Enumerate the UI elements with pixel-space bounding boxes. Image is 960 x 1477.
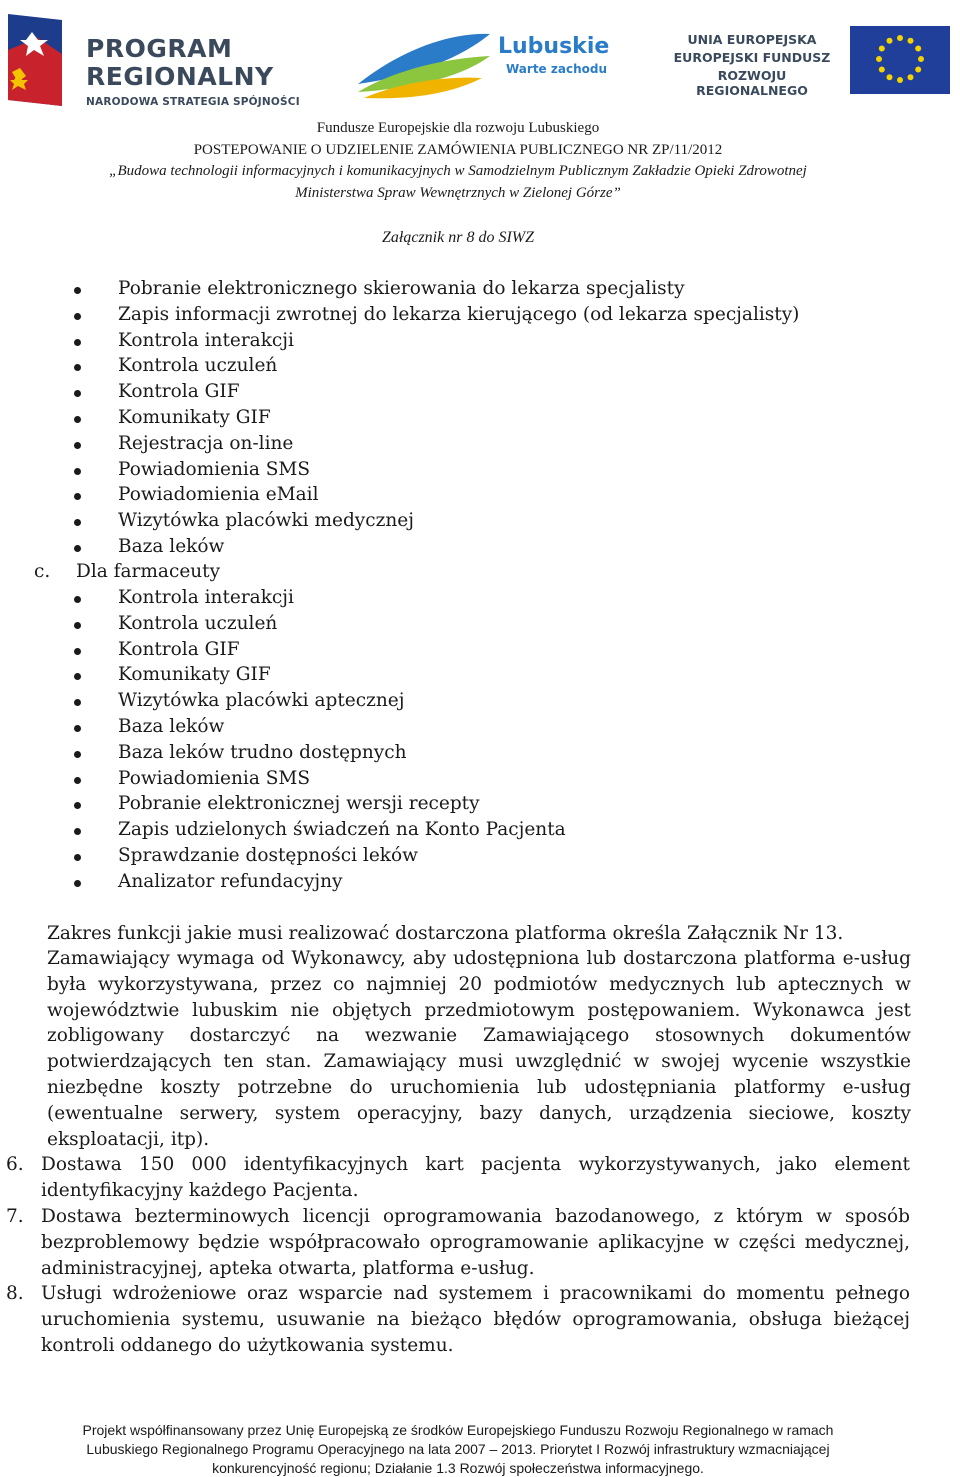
list-item-label: Kontrola GIF	[118, 381, 240, 403]
bullet-icon	[74, 416, 81, 423]
logo-bar	[0, 0, 960, 112]
item-number: 7.	[6, 1206, 24, 1227]
list-item-label: Zapis informacji zwrotnej do lekarza kierującego (od lekarza specjalisty)	[118, 303, 800, 325]
list-item	[0, 662, 900, 688]
lubuskie-line1: Lubuskie	[498, 34, 610, 59]
eu-line2: EUROPEJSKI FUNDUSZ	[673, 50, 831, 65]
bullet-icon	[74, 287, 81, 294]
pharmacist-function-list	[0, 585, 900, 895]
list-item	[0, 843, 900, 869]
list-item	[0, 791, 900, 817]
list-item	[0, 714, 900, 740]
bullet-icon	[74, 622, 81, 629]
bullet-icon	[74, 777, 81, 784]
bullet-icon	[74, 493, 81, 500]
bullet-icon	[74, 880, 81, 887]
list-item-label: Kontrola GIF	[118, 638, 240, 660]
item-text: Dostawa 150 000 identyfikacyjnych kart pacjenta wykorzystywanych, jako element identyfikacyjny każdego Pacjenta.	[41, 1154, 910, 1201]
bullet-icon	[74, 339, 81, 346]
list-item	[0, 457, 900, 483]
bullet-icon	[74, 468, 81, 475]
eu-line1: UNIA EUROPEJSKA	[687, 32, 817, 47]
list-item	[0, 869, 900, 895]
list-item-label: Kontrola interakcji	[118, 329, 294, 351]
list-item-label: Komunikaty GIF	[118, 406, 271, 428]
list-item-label: Baza leków trudno dostępnych	[118, 741, 407, 763]
lubuskie-line2: Warte zachodu	[506, 62, 607, 76]
list-item-label: Powiadomienia SMS	[118, 767, 311, 789]
eu-line3: ROZWOJU REGIONALNEGO	[696, 68, 808, 98]
footer-line-3: konkurencyjność regionu; Działanie 1.3 Rozwój społeczeństwa informacyjnego.	[212, 1460, 704, 1476]
list-item-label: Analizator refundacyjny	[118, 870, 343, 892]
list-item	[0, 611, 900, 637]
eu-flag-icon	[850, 26, 950, 94]
header-postepowanie: POSTEPOWANIE O UDZIELENIE ZAMÓWIENIA PUBLICZNEGO NR ZP/11/2012	[193, 142, 723, 158]
bullet-icon	[74, 648, 81, 655]
footer-line-1: Projekt współfinansowany przez Unię Europejską ze środków Europejskiego Funduszu Rozwoju Regionalnego w ramach	[82, 1422, 834, 1438]
eu-logo	[664, 26, 954, 96]
list-item	[0, 766, 900, 792]
list-item	[0, 276, 900, 302]
list-item	[0, 508, 900, 534]
list-item-label: Powiadomienia eMail	[118, 484, 319, 506]
scope-paragraph: Zakres funkcji jakie musi realizować dostarczona platforma określa Załącznik Nr 13.	[47, 923, 844, 944]
list-item	[0, 637, 900, 663]
list-item-label: Kontrola uczuleń	[118, 612, 278, 634]
list-item-label: Baza leków	[118, 535, 225, 557]
requirements-paragraph: Zamawiający wymaga od Wykonawcy, aby udostępniona lub dostarczona platforma e-usług była wykorzystywana, przez co najmniej 20 podmiotów medycznych lub aptecznych w województwie lubuskim nie objętych przedmiotowym postępowaniem. Wykonawca jest zobligowany dostarczyć na wezwanie Zamawiającego stosownych dokumentów potwierdzających ten stan. Zamawiający musi uwzględnić w swojej wycenie wszystkie niezbędne koszty potrzebne do uruchomienia lub udostępniania platformy e-usług (ewentualne serwery, system operacyjny, bazy danych, urządzenia sieciowe, koszty eksploatacji, itp).	[47, 948, 911, 1150]
doctor-function-list	[0, 276, 900, 560]
bullet-icon	[74, 364, 81, 371]
item-number: 6.	[6, 1154, 24, 1175]
bullet-icon	[74, 545, 81, 552]
bullet-icon	[74, 442, 81, 449]
list-item	[0, 688, 900, 714]
list-item-label: Sprawdzanie dostępności leków	[118, 844, 418, 866]
list-item-label: Powiadomienia SMS	[118, 458, 311, 480]
list-item-label: Komunikaty GIF	[118, 664, 271, 686]
section-c-letter: c.	[34, 561, 51, 582]
list-item-label: Wizytówka placówki medycznej	[118, 510, 414, 532]
list-item	[0, 534, 900, 560]
list-item	[0, 431, 900, 457]
list-item-label: Kontrola interakcji	[118, 587, 294, 608]
bullet-icon	[74, 854, 81, 861]
list-item-label: Kontrola uczuleń	[118, 355, 278, 377]
lubuskie-logo	[358, 22, 608, 102]
bullet-icon	[74, 673, 81, 680]
bullet-icon	[74, 802, 81, 809]
item-text: Usługi wdrożeniowe oraz wsparcie nad systemem i pracownikami do momentu pełnego uruchomienia systemu, usuwanie na bieżąco błędów oprogramowania, obsługa bieżącej kontroli oddanego do użytkowania systemu.	[41, 1283, 910, 1356]
list-item-label: Baza leków	[118, 715, 225, 737]
program-regionalny-mark-icon	[4, 10, 66, 108]
bullet-icon	[74, 699, 81, 706]
list-item-label: Rejestracja on-line	[118, 432, 294, 454]
lubuskie-landscape-icon	[358, 22, 498, 102]
list-item	[0, 405, 900, 431]
list-item	[0, 302, 900, 328]
header-project-title-cont: Ministerstwa Spraw Wewnętrznych w Zielonej Górze”	[295, 185, 621, 201]
header-fundusze: Fundusze Europejskie dla rozwoju Lubuskiego	[316, 120, 600, 136]
list-item-label: Wizytówka placówki aptecznej	[118, 690, 405, 712]
bullet-icon	[74, 751, 81, 758]
list-item-label: Pobranie elektronicznej wersji recepty	[118, 793, 480, 815]
header-project-title: „Budowa technologii informacyjnych i komunikacyjnych w Samodzielnym Publicznym Zakładzie Opieki Zdrowotnej	[109, 163, 807, 179]
list-item-label: Zapis udzielonych świadczeń na Konto Pacjenta	[118, 819, 566, 841]
program-regionalny-line1: PROGRAM	[86, 34, 233, 63]
bullet-icon	[74, 313, 81, 320]
list-item	[0, 353, 900, 379]
list-item	[0, 817, 900, 843]
bullet-icon	[74, 725, 81, 732]
bullet-icon	[74, 828, 81, 835]
footer-line-2: Lubuskiego Regionalnego Programu Operacyjnego na lata 2007 – 2013. Priorytet I Rozwój infrastruktury wzmacniającej	[86, 1441, 830, 1457]
item-text: Dostawa bezterminowych licencji oprogramowania bazodanowego, z którym w sposób bezproblemowy będzie współpracowało oprogramowanie aplikacyjne w części medycznej, administracyjnej, apteka otwarta, platforma e-usług.	[41, 1206, 910, 1279]
bullet-icon	[74, 390, 81, 397]
list-item	[0, 585, 900, 611]
list-item	[0, 328, 900, 354]
list-item	[0, 482, 900, 508]
section-c-title: Dla farmaceuty	[76, 561, 221, 582]
list-item	[0, 379, 900, 405]
program-regionalny-line2: REGIONALNY	[86, 62, 274, 91]
item-number: 8.	[6, 1283, 24, 1304]
program-regionalny-line3: NARODOWA STRATEGIA SPÓJNOŚCI	[86, 96, 300, 108]
program-regionalny-logo	[4, 10, 314, 110]
bullet-icon	[74, 519, 81, 526]
attachment-label: Załącznik nr 8 do SIWZ	[382, 229, 534, 246]
list-item-label: Pobranie elektronicznego skierowania do lekarza specjalisty	[118, 278, 685, 299]
list-item	[0, 740, 900, 766]
bullet-icon	[74, 596, 81, 603]
